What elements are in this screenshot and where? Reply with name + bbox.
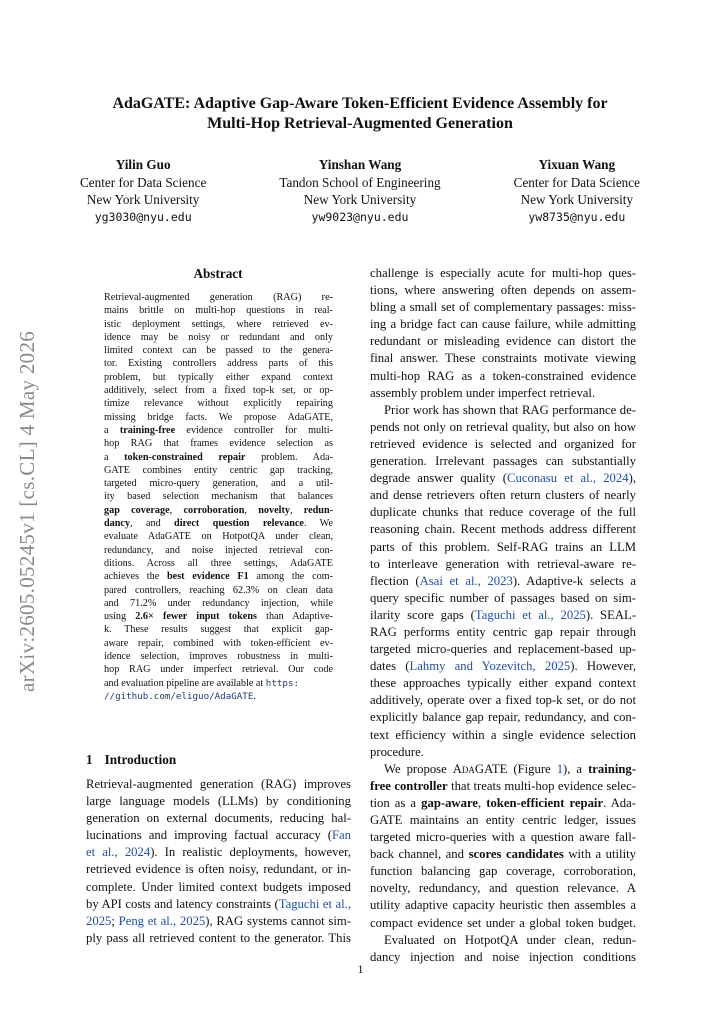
abstract-line: dancy, and direct question relevance. We (104, 518, 333, 530)
text-line: retrieved evidence is often noisy, redundant, or in- (86, 862, 351, 877)
text-line: degrade answer quality (Cuconasu et al., 2024), (370, 471, 636, 486)
text-line: lucinations and improving factual accuracy (Fan (86, 828, 351, 843)
abstract-line: Retrieval-augmented generation (RAG) re- (104, 292, 333, 303)
text-line: tions, where answering often depends on assem- (370, 283, 636, 298)
citation-link[interactable]: Taguchi et al., 2025 (474, 607, 586, 622)
author-affiliation: Center for Data Science (80, 174, 207, 190)
text-line: dates (Lahmy and Yozevitch, 2025). However, (370, 659, 636, 674)
text-line: back channel, and scores candidates with a utility (370, 847, 636, 862)
code-link[interactable]: //github.com/eliguo/AdaGATE (104, 690, 254, 702)
abstract-line: hop RAG that frames evidence selection as (104, 438, 333, 450)
abstract-line: a training-free evidence controller for multi- (104, 424, 333, 436)
method-name: AdaGATE (452, 761, 508, 776)
author-email: yg3030@nyu.edu (94, 209, 192, 224)
abstract-line: k. These results suggest that explicit gap- (104, 624, 333, 636)
abstract-line: gap coverage, corroboration, novelty, redun- (104, 504, 334, 516)
author-affiliation: Tandon School of Engineering (279, 174, 441, 190)
abstract-heading: Abstract (193, 266, 243, 281)
author-2 (279, 156, 440, 226)
author-name: Yilin Guo (115, 157, 171, 172)
text-line: targeted micro-queries and replacement-based up- (370, 642, 636, 657)
abstract-line: using 2.6× fewer input tokens than Adaptive- (104, 611, 333, 623)
author-1 (80, 156, 206, 226)
abstract-line: istic deployment settings, where retrieved ev- (104, 318, 333, 330)
citation-link[interactable]: Cuconasu et al., 2024 (507, 471, 629, 486)
text-line: utility adaptive capacity heuristic then assembles a (370, 898, 636, 913)
text-line: to interleave generation with retrieval-aware re- (370, 556, 636, 571)
author-email: yw8735@nyu.edu (528, 209, 626, 224)
text-line: GATE maintains an entity centric ledger, issues (370, 813, 636, 827)
abstract-line: targeted micro-query generation, and a util- (104, 478, 333, 490)
abstract-line: additively, select from a fixed top-k set, or op- (104, 385, 333, 397)
text-line: procedure. (370, 744, 424, 759)
abstract-line: //github.com/eliguo/AdaGATE. (104, 690, 256, 702)
text-line: pends not only on retrieval quality, but also on how (370, 419, 636, 434)
abstract-line: timize relevance without explicitly repairing (104, 398, 333, 410)
text-line: compact evidence set under a global token budget. (370, 915, 636, 930)
text-line: these approaches typically either expand context (370, 676, 636, 691)
abstract-line: aware repair, combined with token-efficient ev- (104, 637, 333, 649)
citation-link[interactable]: 2025 (86, 913, 112, 928)
citation-link[interactable]: Peng et al., 2025 (118, 913, 206, 928)
page-number: 1 (357, 962, 364, 976)
section-number: 1 (86, 752, 93, 767)
text-line: query specific number of passages based on sim- (370, 590, 636, 605)
text-line: ilarity score gaps (Taguchi et al., 2025). SEAL- (370, 607, 636, 622)
text-line: by API costs and latency constraints (Taguchi et al., (86, 896, 351, 911)
text-line: We propose AdaGATE (Figure 1), a training- (384, 761, 636, 776)
text-line: ing a bridge fact can cause failure, while admitting (370, 317, 636, 332)
citation-link[interactable]: Taguchi et al., (278, 896, 351, 911)
text-line: tion as a gap-aware, token-efficient repair. Ada- (370, 795, 636, 810)
text-line: generation. Irrelevant passages can substantially (370, 454, 636, 469)
text-line: ply pass all retrieved content to the generator. This (86, 930, 351, 945)
text-line: generation on external documents, reducing hal- (86, 811, 351, 826)
abstract-body (104, 291, 333, 703)
text-line: bling a small set of complementary passages: miss- (370, 300, 636, 315)
abstract-line: tor. Existing controllers address parts of this (104, 358, 333, 370)
author-3 (514, 156, 640, 226)
text-line: multi-hop RAG as a token-constrained evidence (370, 368, 636, 383)
author-affiliation: Center for Data Science (513, 174, 640, 190)
abstract-line: idence selection, improves robustness in multi- (104, 651, 333, 663)
author-name: Yixuan Wang (538, 157, 616, 172)
text-line: RAG performs entity centric gap repair through (370, 624, 636, 639)
text-line: text efficiency within a single evidence selection (370, 727, 636, 742)
section-heading (86, 752, 176, 768)
abstract-line: mains brittle on multi-hop questions in real- (104, 305, 333, 317)
author-block (80, 156, 640, 226)
abstract-line: ity based selection mechanism that balances (104, 491, 333, 503)
paper-title (60, 94, 660, 134)
text-line: et al., 2024). In realistic deployments, however, (86, 845, 351, 860)
abstract-line: achieves the best evidence F1 among the com- (104, 571, 334, 583)
author-name: Yinshan Wang (318, 157, 402, 172)
text-line: function balancing gap coverage, corroboration, (370, 864, 636, 879)
text-line: parts of this problem. Self-RAG trains an LLM (370, 539, 636, 554)
text-line: novelty, redundancy, and question relevance. A (370, 881, 636, 896)
text-line: flection (Asai et al., 2023). Adaptive-k selects a (370, 573, 636, 588)
text-line: and dense retrievers often return clusters of nearly (370, 488, 636, 503)
text-line: dancy injection and noise injection conditions (370, 949, 636, 964)
text-line: retrieved evidence is selected and organized for (370, 436, 636, 451)
right-column-text (370, 265, 636, 966)
abstract-line: evaluate AdaGATE on HotpotQA under clean, (104, 531, 333, 543)
text-line: Prior work has shown that RAG performance de- (384, 402, 636, 417)
bold-term: token-constrained repair (124, 451, 246, 463)
abstract-line: redundancy, and noise injected retrieval con- (104, 544, 333, 556)
text-line: Retrieval-augmented generation (RAG) improves (86, 777, 351, 791)
title-line-1: AdaGATE: Adaptive Gap-Aware Token-Efficient Evidence Assembly for (112, 95, 608, 112)
author-institution: New York University (520, 192, 634, 207)
text-line: assembly problem under imperfect retrieval. (370, 385, 596, 400)
abstract-line: and evaluation pipeline are available at https: (104, 677, 299, 689)
text-line: free controller that treats multi-hop evidence selec- (370, 778, 636, 793)
text-line: complete. Under limited context budgets imposed (86, 879, 351, 894)
citation-link[interactable]: et al., 2024 (86, 845, 151, 860)
abstract-line: a token-constrained repair problem. Ada- (104, 451, 333, 463)
citation-link[interactable]: Lahmy and Yozevitch, 2025 (409, 659, 571, 674)
text-line: targeted micro-queries with a question aware fall- (370, 830, 636, 845)
citation-link[interactable]: Asai et al., 2023 (419, 573, 513, 588)
author-institution: New York University (303, 192, 417, 207)
citation-link[interactable]: Fan (331, 828, 351, 843)
text-line: reasoning chain. Recent methods address different (370, 522, 636, 537)
left-column-text (86, 776, 351, 947)
author-email: yw9023@nyu.edu (311, 209, 409, 224)
abstract-line: and 71.2% under redundancy injection, while (104, 597, 333, 609)
author-institution: New York University (86, 192, 200, 207)
abstract-line: problem, but typically either expand context (104, 371, 333, 383)
abstract-line: pared controllers, reaching 62.3% on clean data (104, 584, 333, 596)
section-title: Introduction (104, 752, 177, 767)
title-line-2: Multi-Hop Retrieval-Augmented Generation (207, 115, 513, 132)
abstract-line: idence may be noisy or redundant and only (104, 331, 333, 343)
text-line: explicitly balance gap repair, redundancy, and con- (370, 710, 636, 725)
text-line: redundant or misleading evidence can distort the (370, 334, 636, 349)
abstract-line: missing bridge facts. We propose AdaGATE, (104, 411, 333, 423)
text-line: additively, operate over a fixed top-k set, or do not (370, 693, 636, 708)
code-link[interactable]: https: (265, 677, 299, 689)
text-line: large language models (LLMs) by conditioning (86, 794, 351, 809)
text-line: 2025; Peng et al., 2025), RAG systems cannot sim- (86, 913, 351, 928)
abstract-line: hop RAG under imperfect retrieval. Our code (104, 664, 333, 676)
abstract-line: ditions. Across all three settings, AdaGATE (104, 557, 333, 569)
bold-term: training-free (119, 424, 176, 436)
text-line: duplicate chunks that reduce coverage of the full (370, 505, 636, 520)
text-line: challenge is especially acute for multi-hop ques- (370, 266, 636, 280)
abstract-line: limited context can be passed to the genera- (104, 345, 333, 357)
text-line: final answer. These constraints motivate viewing (370, 351, 636, 366)
arxiv-identifier: arXiv:2605.05245v1 [cs.CL] 4 May 2026 (15, 330, 39, 692)
arxiv-stamp (8, 300, 48, 700)
figure-link[interactable]: 1 (556, 761, 564, 776)
text-line: Evaluated on HotpotQA under clean, redun- (384, 932, 636, 947)
abstract-line: GATE combines entity centric gap tracking, (104, 464, 333, 476)
